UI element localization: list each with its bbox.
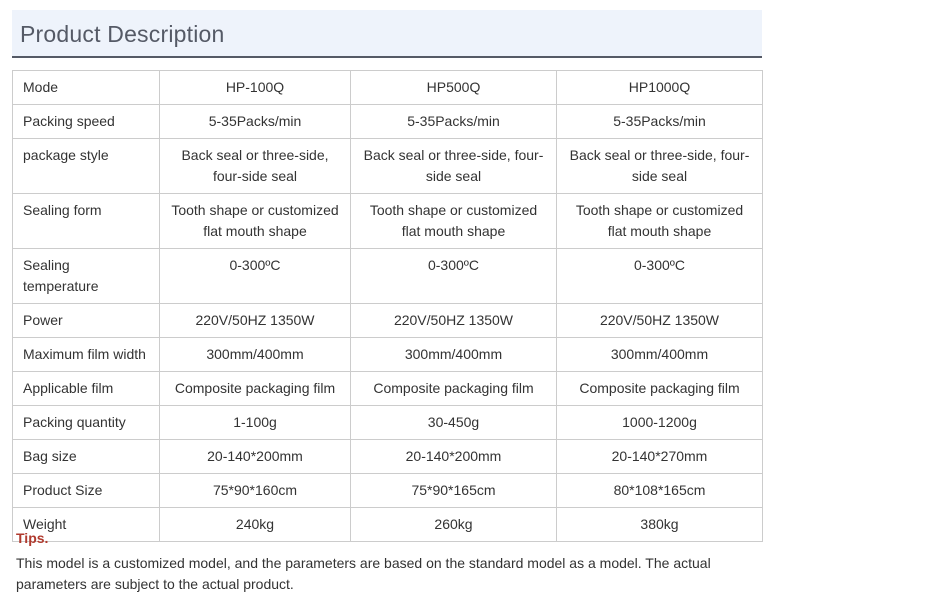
row-label: Power [13, 304, 160, 338]
row-label: Sealing form [13, 194, 160, 249]
table-cell: Composite packaging film [351, 372, 557, 406]
table-cell: 0-300ºC [557, 249, 763, 304]
table-row [13, 304, 763, 338]
table-cell: 5-35Packs/min [557, 105, 763, 139]
table-cell: 260kg [351, 508, 557, 542]
table-cell: Composite packaging film [557, 372, 763, 406]
table-row [13, 139, 763, 194]
table-cell: 20-140*200mm [351, 440, 557, 474]
table-row [13, 406, 763, 440]
table-cell: 1000-1200g [557, 406, 763, 440]
table-cell: Tooth shape or customized flat mouth shape [351, 194, 557, 249]
table-cell: 75*90*165cm [351, 474, 557, 508]
table-cell: 5-35Packs/min [351, 105, 557, 139]
table-cell: 380kg [557, 508, 763, 542]
table-cell: 1-100g [160, 406, 351, 440]
row-label: package style [13, 139, 160, 194]
row-label: Packing quantity [13, 406, 160, 440]
table-cell: 220V/50HZ 1350W [351, 304, 557, 338]
row-label: Weight [13, 508, 160, 542]
row-label: Sealing temperature [13, 249, 160, 304]
row-label: Mode [13, 71, 160, 105]
table-row [13, 71, 763, 105]
tips-label: Tips. [16, 530, 49, 546]
table-cell: Back seal or three-side, four-side seal [351, 139, 557, 194]
table-row [13, 249, 763, 304]
table-cell: 75*90*160cm [160, 474, 351, 508]
table-row [13, 194, 763, 249]
row-label: Bag size [13, 440, 160, 474]
table-row [13, 372, 763, 406]
row-label: Maximum film width [13, 338, 160, 372]
table-row [13, 338, 763, 372]
table-row [13, 508, 763, 542]
section-header [12, 10, 762, 58]
table-cell: Back seal or three-side, four-side seal [557, 139, 763, 194]
table-cell: HP-100Q [160, 71, 351, 105]
table-row [13, 440, 763, 474]
row-label: Packing speed [13, 105, 160, 139]
table-cell: 0-300ºC [351, 249, 557, 304]
table-cell: Tooth shape or customized flat mouth shape [160, 194, 351, 249]
table-cell: 20-140*200mm [160, 440, 351, 474]
table-cell: 300mm/400mm [351, 338, 557, 372]
table-cell: HP500Q [351, 71, 557, 105]
spec-table [12, 70, 763, 542]
table-cell: Tooth shape or customized flat mouth shape [557, 194, 763, 249]
table-cell: 220V/50HZ 1350W [160, 304, 351, 338]
table-cell: 0-300ºC [160, 249, 351, 304]
table-cell: 300mm/400mm [160, 338, 351, 372]
table-cell: 300mm/400mm [557, 338, 763, 372]
table-cell: 240kg [160, 508, 351, 542]
table-cell: 80*108*165cm [557, 474, 763, 508]
row-label: Product Size [13, 474, 160, 508]
table-cell: Composite packaging film [160, 372, 351, 406]
row-label: Applicable film [13, 372, 160, 406]
table-cell: 30-450g [351, 406, 557, 440]
table-cell: 5-35Packs/min [160, 105, 351, 139]
table-cell: 220V/50HZ 1350W [557, 304, 763, 338]
table-cell: 20-140*270mm [557, 440, 763, 474]
table-cell: HP1000Q [557, 71, 763, 105]
table-cell: Back seal or three-side, four-side seal [160, 139, 351, 194]
tips-text: This model is a customized model, and the parameters are based on the standard model as a model. The actual parameters are subject to the actual product. [16, 555, 711, 592]
table-row [13, 474, 763, 508]
table-row [13, 105, 763, 139]
page-title: Product Description [20, 21, 225, 47]
